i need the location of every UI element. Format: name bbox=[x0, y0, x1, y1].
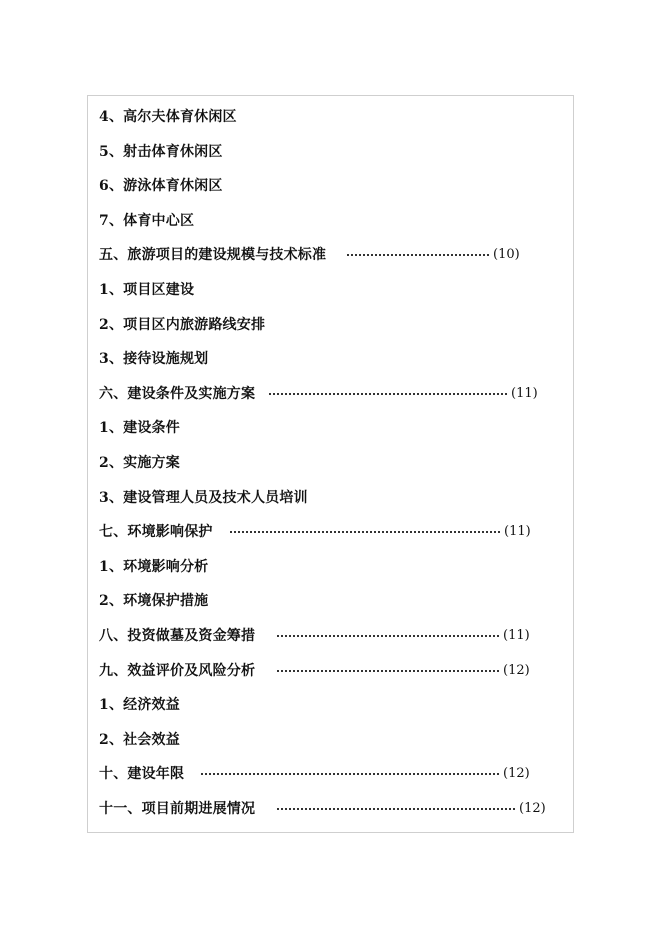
toc-item[interactable] bbox=[99, 584, 569, 619]
toc-item-text: 1、项目区建设 bbox=[99, 281, 195, 298]
toc-page-number: (11) bbox=[511, 385, 538, 401]
dot-leader bbox=[201, 773, 499, 775]
toc-page-number: (12) bbox=[519, 800, 546, 816]
toc-item-text: 六、建设条件及实施方案 bbox=[99, 385, 256, 402]
toc-item[interactable] bbox=[99, 135, 569, 170]
toc-item[interactable] bbox=[99, 169, 569, 204]
dot-leader bbox=[347, 254, 489, 256]
toc-item[interactable] bbox=[99, 446, 569, 481]
toc-page-number: (12) bbox=[503, 766, 530, 782]
toc-item-text: 1、建设条件 bbox=[99, 420, 180, 437]
toc-item[interactable] bbox=[99, 619, 569, 654]
toc-item-text: 1、经济效益 bbox=[99, 697, 180, 714]
toc-item[interactable] bbox=[99, 377, 569, 412]
toc-item[interactable] bbox=[99, 238, 569, 273]
table-of-contents bbox=[99, 100, 569, 826]
toc-item-text: 4、高尔夫体育休闲区 bbox=[99, 109, 237, 125]
toc-item-text: 1、环境影响分析 bbox=[99, 558, 209, 575]
toc-item[interactable] bbox=[99, 273, 569, 308]
toc-item-text: 八、投资做墓及资金筹措 bbox=[99, 627, 256, 644]
toc-item-text: 2、实施方案 bbox=[99, 454, 180, 471]
toc-item[interactable] bbox=[99, 342, 569, 377]
dot-leader bbox=[277, 670, 499, 672]
toc-item[interactable] bbox=[99, 757, 569, 792]
toc-item[interactable] bbox=[99, 481, 569, 516]
dot-leader bbox=[269, 393, 507, 395]
dot-leader bbox=[277, 808, 515, 810]
toc-item-text: 5、射击体育休闲区 bbox=[99, 143, 223, 160]
dot-leader bbox=[277, 635, 499, 637]
toc-item[interactable] bbox=[99, 204, 569, 239]
toc-item-text: 十一、项目前期进展情况 bbox=[99, 800, 256, 817]
toc-item[interactable] bbox=[99, 515, 569, 550]
dot-leader bbox=[230, 531, 500, 533]
toc-page-number: (11) bbox=[503, 627, 530, 643]
toc-page-number: (12) bbox=[503, 662, 530, 678]
toc-item-text: 7、体育中心区 bbox=[99, 212, 195, 229]
toc-item-text: 3、建设管理人员及技术人员培训 bbox=[99, 489, 308, 506]
toc-item[interactable] bbox=[99, 308, 569, 343]
toc-item[interactable] bbox=[99, 550, 569, 585]
toc-page-number: (10) bbox=[493, 247, 520, 263]
toc-item-text: 2、社会效益 bbox=[99, 731, 180, 748]
toc-item-text: 七、环境影响保护 bbox=[99, 524, 213, 541]
toc-item-text: 6、游泳体育休闲区 bbox=[99, 178, 223, 195]
toc-item-text: 九、效益评价及风险分析 bbox=[99, 662, 256, 679]
toc-item-text: 十、建设年限 bbox=[99, 766, 185, 783]
toc-item-text: 2、项目区内旅游路线安排 bbox=[99, 316, 266, 333]
toc-item-text: 2、环境保护措施 bbox=[99, 593, 209, 610]
toc-item[interactable] bbox=[99, 723, 569, 758]
toc-page-number: (11) bbox=[504, 524, 531, 540]
toc-item[interactable] bbox=[99, 688, 569, 723]
toc-item[interactable] bbox=[99, 654, 569, 689]
toc-item[interactable] bbox=[99, 792, 569, 827]
toc-item[interactable] bbox=[99, 411, 569, 446]
toc-item-text: 3、接待设施规划 bbox=[99, 351, 209, 368]
toc-item-text: 五、旅游项目的建设规模与技术标准 bbox=[99, 247, 327, 264]
toc-item[interactable] bbox=[99, 100, 569, 135]
